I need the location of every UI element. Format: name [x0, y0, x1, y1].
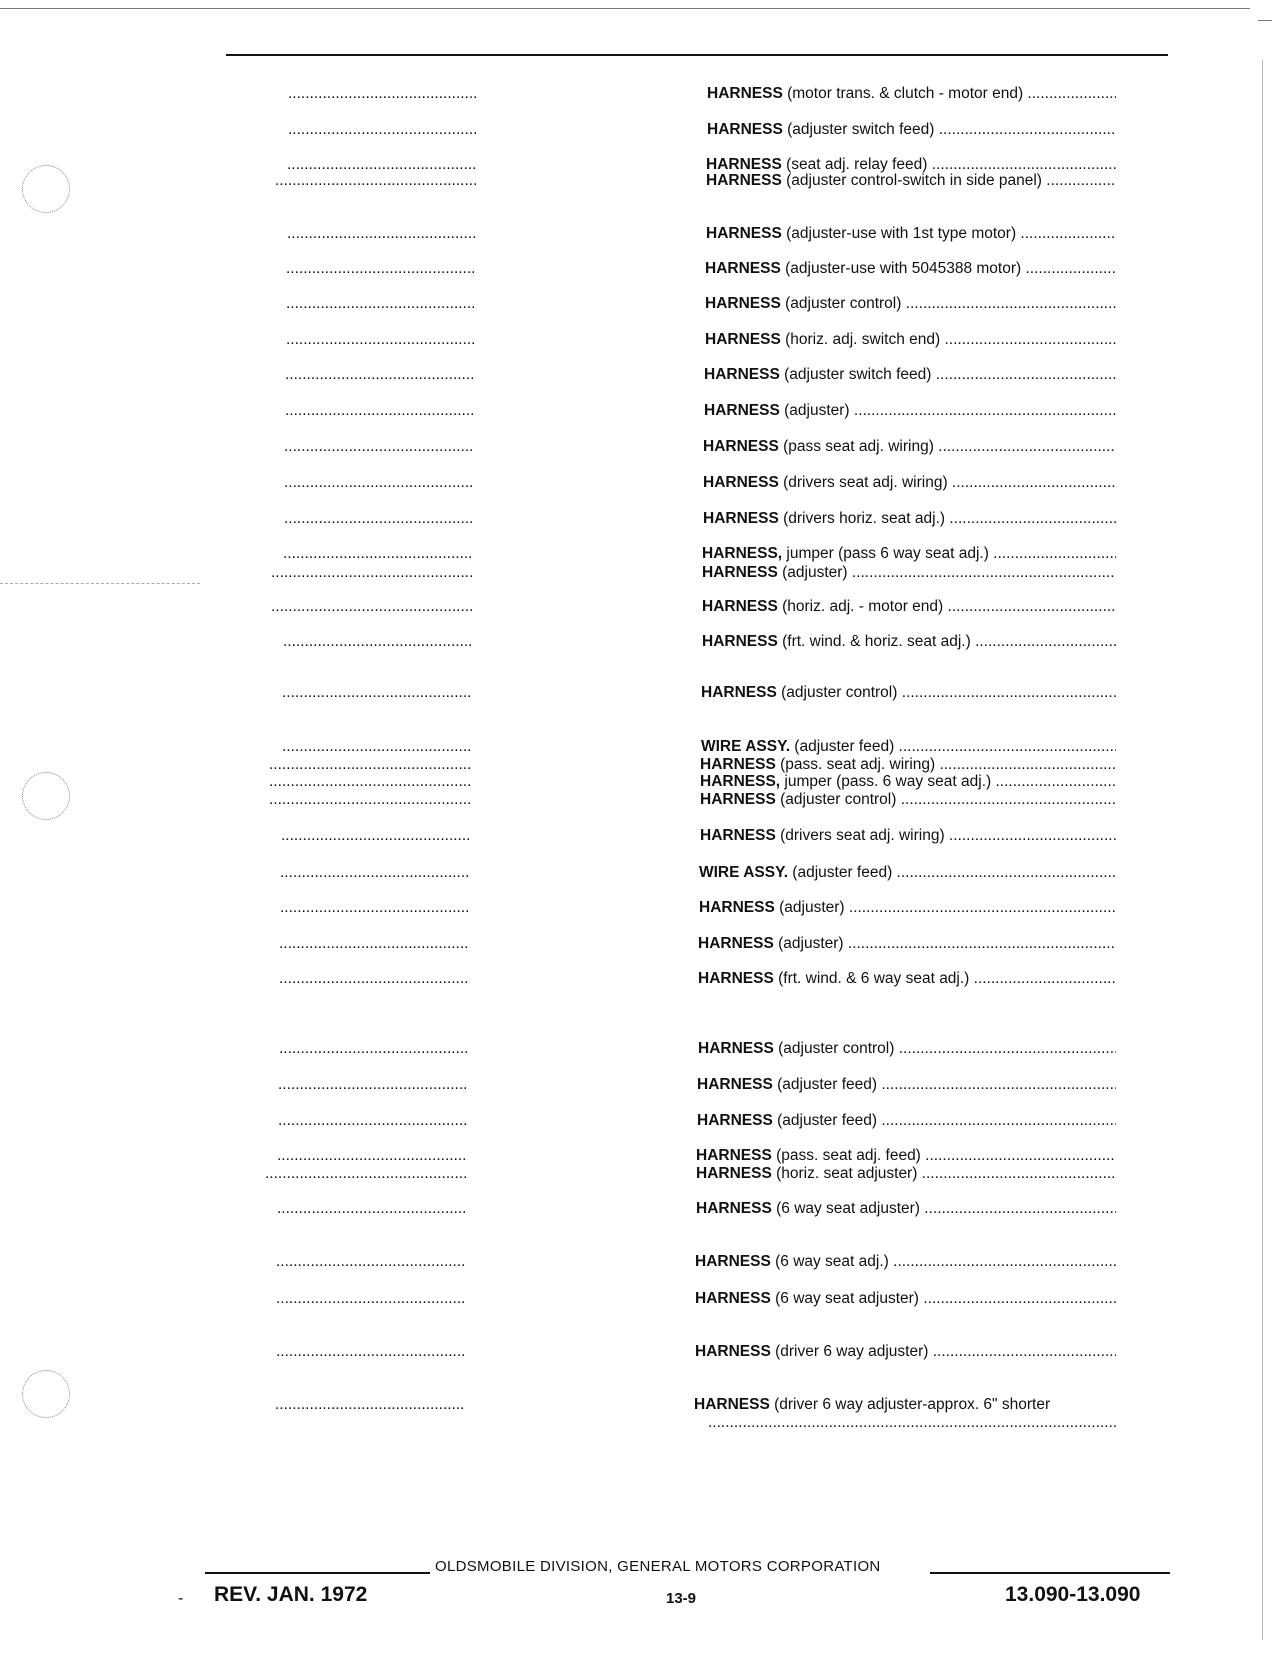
footer-revision: REV. JAN. 1972 [214, 1583, 368, 1606]
part-description-text: (driver 6 way adjuster-approx. 6" shorter [769, 1396, 1051, 1414]
part-description-text: (motor trans. & clutch - motor end) [782, 84, 1024, 102]
part-description-text: (adjuster switch feed) [782, 120, 935, 138]
part-description-text: (6 way seat adjuster) [770, 1289, 919, 1307]
part-name: HARNESS [698, 934, 774, 952]
part-description [705, 294, 1116, 314]
footer-corporation: OLDSMOBILE DIVISION, GENERAL MOTORS CORPORATION [435, 1558, 881, 1575]
part-name: HARNESS [701, 684, 777, 702]
part-description-text: (adjuster control) [775, 791, 897, 808]
model-line-last [286, 259, 476, 279]
part-description [704, 365, 1116, 385]
model-line-last [283, 544, 473, 564]
part-name: HARNESS [705, 294, 781, 312]
part-name: HARNESS [696, 1199, 772, 1217]
footer-section-number: 13.090-13.090 [1005, 1583, 1141, 1606]
part-description [696, 1199, 1116, 1219]
price [611, 1199, 671, 1219]
price [617, 544, 677, 564]
model-line-last [282, 683, 472, 703]
scan-dash-mark: - [178, 1590, 184, 1607]
price [612, 1075, 672, 1095]
price [617, 632, 677, 652]
model-line-last [276, 1289, 466, 1309]
part-description [704, 401, 1116, 421]
part-name: HARNESS [706, 224, 782, 242]
part-name: HARNESS [698, 969, 774, 987]
model-line-last [271, 563, 473, 583]
model-line-last [275, 171, 477, 191]
part-description-text: (adjuster) [773, 934, 844, 952]
part-name: HARNESS [695, 1253, 771, 1271]
part-description-text: (adjuster-use with 5045388 motor) [780, 259, 1022, 277]
model-line-last [271, 597, 473, 617]
part-description-text: (adjuster-use with 1st type motor) [781, 224, 1017, 242]
part-name: HARNESS [707, 84, 783, 102]
part-description [697, 1075, 1116, 1095]
part-description-text: (adjuster) [774, 898, 845, 916]
part-description [700, 772, 1116, 792]
price [610, 1342, 670, 1362]
price [615, 826, 675, 846]
part-description-text: (frt. wind. & 6 way seat adj.) [773, 969, 970, 987]
part-name: WIRE ASSY. [701, 738, 790, 756]
footer-page-number: 13-9 [666, 1590, 697, 1607]
price [621, 171, 681, 191]
footer-rule-right [930, 1572, 1170, 1574]
price [617, 563, 677, 583]
model-line-last [287, 224, 477, 244]
model-line-last [280, 863, 470, 883]
model-line-last [281, 826, 471, 846]
part-description [705, 330, 1116, 350]
part-description [697, 1111, 1116, 1131]
part-name: HARNESS [700, 826, 776, 844]
part-description [702, 597, 1116, 617]
part-description-text: (pass seat adj. wiring) [778, 437, 934, 455]
model-line-last [279, 934, 469, 954]
part-name: HARNESS [699, 898, 775, 916]
model-line-last [283, 632, 473, 652]
part-name: HARNESS [703, 509, 779, 527]
part-name: HARNESS [698, 1040, 774, 1058]
price [618, 473, 678, 493]
model-line-last [279, 1039, 469, 1059]
part-name: HARNESS [704, 365, 780, 383]
part-description-text: (6 way seat adj.) [770, 1253, 889, 1271]
part-name: HARNESS [702, 598, 778, 615]
price [614, 898, 674, 918]
part-description [699, 863, 1116, 883]
part-description-text: (adjuster feed) [788, 863, 893, 881]
model-line-last [288, 84, 478, 104]
model-line-last [280, 898, 470, 918]
part-description [699, 898, 1116, 918]
part-name: HARNESS [707, 120, 783, 138]
price [618, 437, 678, 457]
part-description-text: (adjuster control) [773, 1040, 895, 1058]
price [621, 224, 681, 244]
footer-rule-left [205, 1572, 430, 1574]
price [615, 790, 675, 810]
model-line-last [269, 790, 471, 810]
part-name: HARNESS [703, 473, 779, 491]
price [619, 401, 679, 421]
part-description-text: (adjuster feed) [772, 1075, 878, 1093]
price [614, 863, 674, 883]
part-description-continued [708, 1413, 1116, 1433]
part-name: HARNESS [697, 1111, 773, 1129]
part-name: HARNESS [695, 1289, 771, 1307]
part-description [702, 544, 1116, 564]
part-description [702, 563, 1116, 583]
model-line-last [284, 509, 474, 529]
part-description [706, 171, 1116, 191]
part-description-text: (seat adj. relay feed) [781, 155, 928, 173]
price [622, 120, 682, 140]
price [618, 509, 678, 529]
part-name: HARNESS, [702, 544, 783, 562]
model-line-last [278, 1111, 468, 1131]
part-description [701, 683, 1116, 703]
part-name: HARNESS [706, 172, 782, 189]
part-description-text: (adjuster control) [780, 294, 902, 312]
part-name: HARNESS [694, 1396, 770, 1414]
model-line-last [284, 473, 474, 493]
part-name: HARNESS, [700, 773, 781, 790]
part-name: HARNESS [704, 401, 780, 419]
part-description-text: (drivers seat adj. wiring) [775, 826, 945, 844]
model-line-last [279, 969, 469, 989]
part-description [700, 826, 1116, 846]
part-description-text: (adjuster control) [776, 684, 898, 702]
part-description [707, 120, 1116, 140]
part-description [698, 1039, 1116, 1059]
price [612, 1111, 672, 1131]
part-name: HARNESS [702, 564, 778, 581]
model-line-last [286, 330, 476, 350]
part-description-text: jumper (pass 6 way seat adj.) [782, 544, 989, 562]
part-name: HARNESS [695, 1343, 771, 1361]
model-line-last [276, 1252, 466, 1272]
part-description-text: (adjuster switch feed) [779, 365, 932, 383]
part-description-text: (pass. seat adj. feed) [771, 1146, 921, 1164]
part-description-text: (adjuster feed) [790, 738, 895, 756]
part-name: HARNESS [696, 1146, 772, 1164]
part-description-text: (adjuster feed) [772, 1111, 878, 1129]
part-description [703, 509, 1116, 529]
part-name: HARNESS [702, 632, 778, 650]
model-line-last [276, 1342, 466, 1362]
part-description-text: (horiz. adj. switch end) [780, 330, 941, 348]
part-description-text: (drivers seat adj. wiring) [778, 473, 948, 491]
model-line-last [285, 365, 475, 385]
price [620, 259, 680, 279]
part-description-text: (adjuster) [779, 401, 850, 419]
part-description [695, 1342, 1116, 1362]
part-name: HARNESS [696, 1165, 772, 1182]
model-line-last [286, 294, 476, 314]
part-description [703, 473, 1116, 493]
price [613, 934, 673, 954]
price [620, 294, 680, 314]
model-line-last [288, 120, 478, 140]
model-line-last [277, 1146, 467, 1166]
part-description-text: (drivers horiz. seat adj.) [778, 509, 946, 527]
part-description-text: (adjuster) [777, 564, 848, 581]
model-line-last [285, 401, 475, 421]
part-name: HARNESS [705, 259, 781, 277]
price [610, 1289, 670, 1309]
part-description [705, 259, 1116, 279]
part-description-text: (adjuster control-switch in side panel) [781, 172, 1042, 189]
part-description [706, 224, 1116, 244]
part-description [696, 1164, 1116, 1184]
price [615, 772, 675, 792]
price [619, 365, 679, 385]
part-name: WIRE ASSY. [699, 863, 788, 881]
price [609, 1395, 669, 1415]
price [613, 969, 673, 989]
part-name: HARNESS [705, 330, 781, 348]
part-description [700, 790, 1116, 810]
part-description-text: (driver 6 way adjuster) [770, 1343, 929, 1361]
model-line-last [277, 1199, 467, 1219]
part-description [702, 632, 1116, 652]
part-description [695, 1252, 1116, 1272]
part-name: HARNESS [697, 1075, 773, 1093]
part-description [696, 1146, 1116, 1166]
part-description-text: (horiz. adj. - motor end) [777, 598, 944, 615]
price [622, 84, 682, 104]
price [620, 330, 680, 350]
part-name: HARNESS [706, 155, 782, 173]
part-description-text: (6 way seat adjuster) [771, 1199, 920, 1217]
part-description [698, 934, 1116, 954]
model-line-last [284, 437, 474, 457]
model-line-last [278, 1075, 468, 1095]
price [611, 1164, 671, 1184]
part-description [703, 437, 1116, 457]
part-description [698, 969, 1116, 989]
price [613, 1039, 673, 1059]
part-description-text: jumper (pass. 6 way seat adj.) [780, 773, 992, 790]
price [610, 1252, 670, 1272]
part-description [695, 1289, 1116, 1309]
part-description-text: (frt. wind. & horiz. seat adj.) [777, 632, 971, 650]
part-description-text: (pass. seat adj. wiring) [775, 756, 936, 773]
part-name: HARNESS [703, 437, 779, 455]
price [611, 1146, 671, 1166]
part-name: HARNESS [700, 791, 776, 808]
part-description [707, 84, 1116, 104]
model-line-last [269, 772, 471, 792]
part-description-text: (horiz. seat adjuster) [771, 1165, 918, 1182]
part-name: HARNESS [700, 756, 776, 773]
price [616, 683, 676, 703]
model-line-last [265, 1164, 467, 1184]
model-line-last [275, 1395, 465, 1415]
price [617, 597, 677, 617]
